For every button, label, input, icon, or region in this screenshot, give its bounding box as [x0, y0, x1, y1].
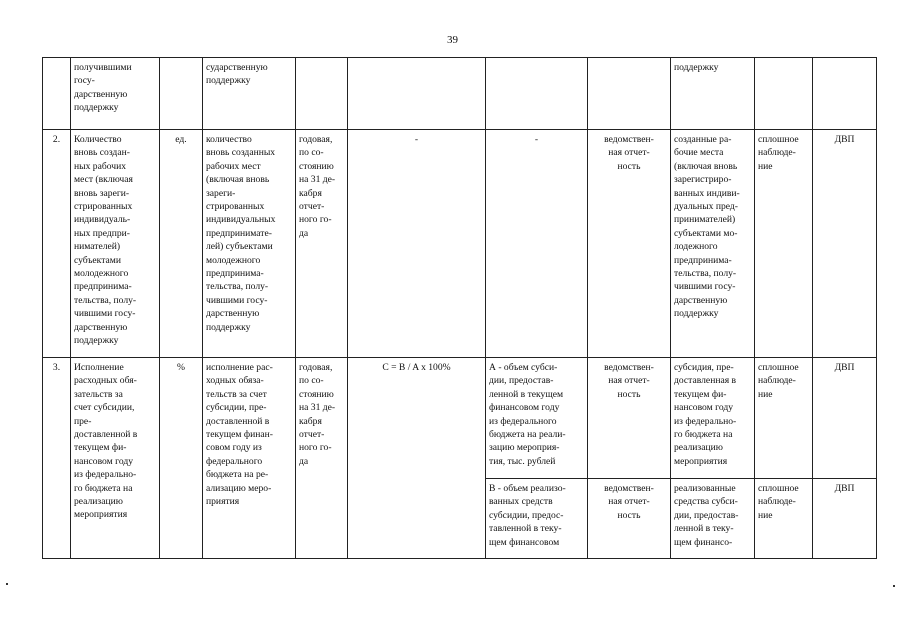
cell-indicator-name: Исполнение расходных обя- зательств за счет субсидии, пре- доставленной в текущем фи- нансовом году из федерально- го бюджета на реализацию мероприятия — [71, 358, 160, 559]
cell-observation-object: субсидия, пре- доставленная в текущем фи- нансовом году из федерально- го бюджета на реализацию мероприятия — [671, 358, 755, 479]
cell-observation-type — [755, 58, 813, 130]
cell-definition: исполнение рас- ходных обяза- тельств за счет субсидии, пре- доставленной в текущем финан- совом году из федерального бюджета на ре- ализацию меро- приятия — [203, 358, 296, 559]
cell-period: годовая, по со- стоянию на 31 де- кабря отчет- ного го- да — [296, 130, 348, 358]
cell-indicator-name: получившими госу- дарственную поддержку — [71, 58, 160, 130]
cell-formula: - — [348, 130, 486, 358]
cell-num: 3. — [43, 358, 71, 559]
scan-speck — [6, 583, 8, 585]
table-row-3a — [43, 358, 877, 479]
cell-collection-method: ведомствен- ная отчет- ность — [588, 130, 671, 358]
cell-num — [43, 58, 71, 130]
cell-observation-type: сплошное наблюде- ние — [755, 479, 813, 559]
cell-unit: % — [160, 358, 203, 559]
cell-basic-indicators — [486, 58, 588, 130]
cell-unit — [160, 58, 203, 130]
cell-observation-type: сплошное наблюде- ние — [755, 358, 813, 479]
cell-basic-indicators: - — [486, 130, 588, 358]
cell-period — [296, 58, 348, 130]
cell-definition: количество вновь созданных рабочих мест (включая вновь зареги- стрированных индивидуальных предпринимате- лей) субъектами молодежного предпринима- тельства, полу- чившими госу- дарственную поддержку — [203, 130, 296, 358]
table-row-continuation — [43, 58, 877, 130]
cell-indicator-name: Количество вновь создан- ных рабочих мест (включая вновь зареги- стрированных индивидуаль- ных предпри- нимателей) субъектами молодежного предпринима- тельства, полу- чившими госу- дарственную поддержку — [71, 130, 160, 358]
page-number: 39 — [447, 34, 458, 46]
cell-definition: сударственную поддержку — [203, 58, 296, 130]
cell-observation-object: поддержку — [671, 58, 755, 130]
cell-period: годовая, по со- стоянию на 31 де- кабря отчет- ного го- да — [296, 358, 348, 559]
cell-basic-indicator-a: А - объем субси- дии, предостав- ленной в текущем финансовом году из федерального бюджета на реали- зацию мероприя- тия, тыс. рублей — [486, 358, 588, 479]
cell-collection-method — [588, 58, 671, 130]
cell-observation-object: созданные ра- бочие места (включая вновь зарегистриро- ванных индиви- дуальных пред- принимателей) субъектами мо- лодежного предпринима- тельства, полу- чившими госу- дарственную поддержку — [671, 130, 755, 358]
cell-collection-method: ведомствен- ная отчет- ность — [588, 479, 671, 559]
cell-responsible — [813, 58, 877, 130]
cell-responsible: ДВП — [813, 130, 877, 358]
cell-responsible: ДВП — [813, 358, 877, 479]
cell-unit: ед. — [160, 130, 203, 358]
indicators-table — [42, 57, 877, 559]
cell-responsible: ДВП — [813, 479, 877, 559]
cell-formula — [348, 58, 486, 130]
cell-observation-type: сплошное наблюде- ние — [755, 130, 813, 358]
table-row-2 — [43, 130, 877, 358]
cell-num: 2. — [43, 130, 71, 358]
cell-collection-method: ведомствен- ная отчет- ность — [588, 358, 671, 479]
cell-formula: C = B / A x 100% — [348, 358, 486, 559]
scan-speck — [893, 585, 895, 587]
cell-observation-object: реализованные средства субси- дии, предостав- ленной в теку- щем финансо- — [671, 479, 755, 559]
cell-basic-indicator-b: В - объем реализо- ванных средств субсидии, предос- тавленной в теку- щем финансовом — [486, 479, 588, 559]
